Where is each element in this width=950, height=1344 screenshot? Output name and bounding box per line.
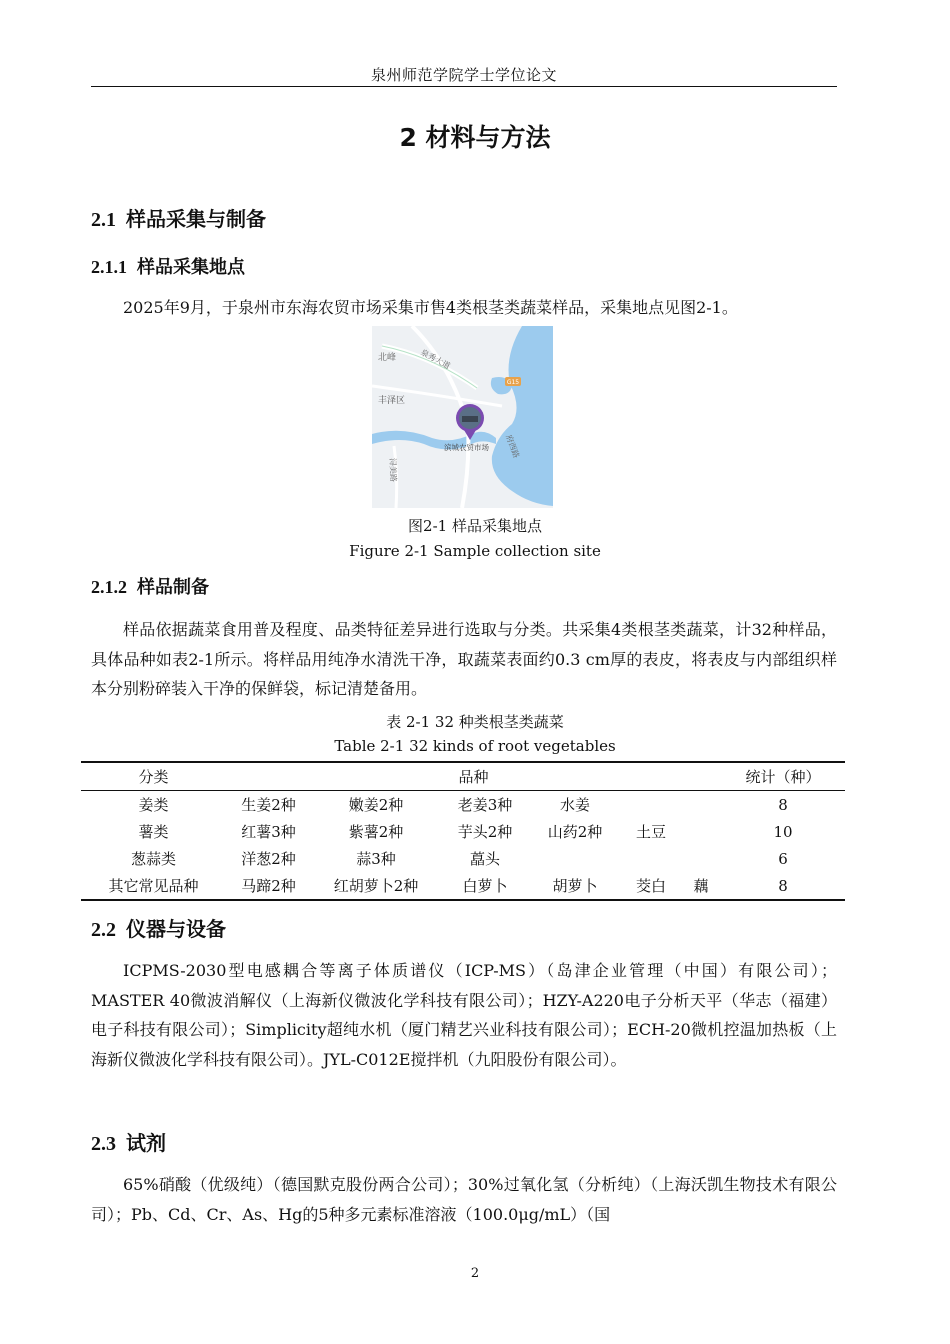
section-title: 仪器与设备: [126, 917, 226, 941]
table-cell: 山药2种: [547, 823, 603, 841]
table-cell: 洋葱2种: [241, 850, 296, 868]
table-cell: 嫩姜2种: [348, 796, 404, 814]
section-heading-2-2: [91, 913, 226, 942]
table-cell-count: 10: [773, 822, 793, 841]
table-cell: [529, 845, 621, 872]
map-label-xunmei: 浔美路: [388, 457, 398, 483]
table-cell: 藠头: [469, 850, 500, 868]
table-cell: 红胡萝卜2种: [333, 877, 419, 895]
header-variety: 品种: [458, 768, 489, 786]
figure-caption-en: Figure 2-1 Sample collection site: [349, 542, 601, 560]
paragraph-instruments: ICPMS-2030型电感耦合等离子体质谱仪（ICP-MS）（岛津企业管理（中国）有限公司）；MASTER 40微波消解仪（上海新仪微波化学科技有限公司）；HZY-A220电子分析天平（华志（福建）电子科技有限公司）；Simplicity超纯水机（厦门精艺兴业科技有限公司）；ECH-20微机控温加热板（上海新仪微波化学科技有限公司）。JYL-C012E搅拌机（九阳股份有限公司）。: [91, 961, 837, 1069]
section-number: 2.2: [91, 919, 116, 941]
table-caption-cn: 表 2-1 32 种类根茎类蔬菜: [386, 713, 564, 731]
table-row: [81, 845, 845, 872]
section-number: 2.3: [91, 1133, 116, 1155]
table-cell: 紫薯2种: [348, 823, 404, 841]
pin-photo-detail: [462, 416, 478, 422]
chapter-title: 2 材料与方法: [399, 123, 551, 152]
table-cell-category: 薯类: [138, 823, 169, 841]
header-rule: [91, 86, 837, 87]
table-cell: 生姜2种: [241, 796, 296, 814]
paragraph-collection-site: 2025年9月，于泉州市东海农贸市场采集市售4类根茎类蔬菜样品，采集地点见图2-1。: [123, 298, 738, 317]
table-cell: 水姜: [559, 796, 590, 814]
table-cell-count: 6: [778, 849, 788, 868]
table-row: [81, 791, 845, 819]
vegetable-table-container: [81, 761, 845, 901]
sample-site-map: [372, 326, 553, 508]
table-header-row: [81, 762, 845, 791]
table-cell-count: 8: [778, 876, 788, 895]
table-cell: 红薯3种: [241, 823, 296, 841]
running-header: 泉州师范学院学士学位论文: [370, 66, 557, 84]
table-cell: 胡萝卜: [552, 877, 598, 895]
table-cell: [681, 791, 721, 819]
page-number: 2: [470, 1266, 480, 1281]
map-label-fengze: 丰泽区: [378, 396, 406, 406]
highway-badge-text: G15: [506, 379, 520, 386]
table-cell: 藕: [693, 877, 709, 895]
header-category: 分类: [138, 768, 169, 786]
section-title: 样品制备: [137, 577, 209, 598]
table-cell: 蒜3种: [356, 850, 396, 868]
table-row: [81, 872, 845, 900]
table-cell: 老姜3种: [457, 796, 513, 814]
section-title: 样品采集地点: [137, 257, 245, 278]
section-number: 2.1.2: [91, 577, 127, 597]
map-label-beifeng: 北峰: [378, 353, 397, 363]
table-cell-count: 8: [778, 795, 788, 814]
table-cell-category: 葱蒜类: [130, 850, 176, 868]
map-graphic: [372, 326, 553, 508]
section-number: 2.1: [91, 209, 116, 231]
table-cell: 马蹄2种: [241, 877, 296, 895]
section-title: 试剂: [126, 1131, 166, 1155]
table-cell: 茭白: [635, 877, 666, 895]
table-cell: 土豆: [635, 823, 666, 841]
table-cell-category: 姜类: [138, 796, 169, 814]
vegetable-table: [81, 761, 845, 901]
map-label-market: 滨城农贸市场: [444, 443, 489, 452]
paragraph-sample-prep: 样品依据蔬菜食用普及程度、品类特征差异进行选取与分类。共采集4类根茎类蔬菜，计32种样品，具体品种如表2-1所示。将样品用纯净水清洗干净，取蔬菜表面约0.3 cm厚的表皮，将表皮与内部组织样本分别粉碎装入干净的保鲜袋，标记清楚备用。: [91, 620, 837, 698]
table-cell: [621, 791, 681, 819]
header-count: 统计（种）: [745, 768, 821, 786]
table-caption-en: Table 2-1 32 kinds of root vegetables: [334, 737, 616, 755]
figure-caption-cn: 图2-1 样品采集地点: [408, 517, 542, 535]
section-heading-2-1-1: [91, 253, 245, 279]
map-label-fuxi: 府西路: [504, 433, 521, 460]
table-cell: 白萝卜: [462, 877, 508, 895]
table-cell-category: 其它常见品种: [108, 877, 199, 895]
section-heading-2-1: [91, 203, 266, 232]
paragraph-reagents: 65%硝酸（优级纯）（德国默克股份两合公司）；30%过氧化氢（分析纯）（上海沃凯生物技术有限公司）；Pb、Cd、Cr、As、Hg的5种多元素标准溶液（100.0μg/mL）（国: [91, 1175, 837, 1224]
table-row: [81, 818, 845, 845]
table-cell: [621, 845, 681, 872]
section-heading-2-3: [91, 1127, 166, 1156]
section-title: 样品采集与制备: [126, 207, 266, 231]
table-cell: 芋头2种: [457, 823, 513, 841]
table-cell: [681, 845, 721, 872]
table-cell: [681, 818, 721, 845]
section-number: 2.1.1: [91, 257, 127, 277]
map-label-dadao: 泉秀大道: [419, 347, 452, 371]
section-heading-2-1-2: [91, 573, 209, 599]
